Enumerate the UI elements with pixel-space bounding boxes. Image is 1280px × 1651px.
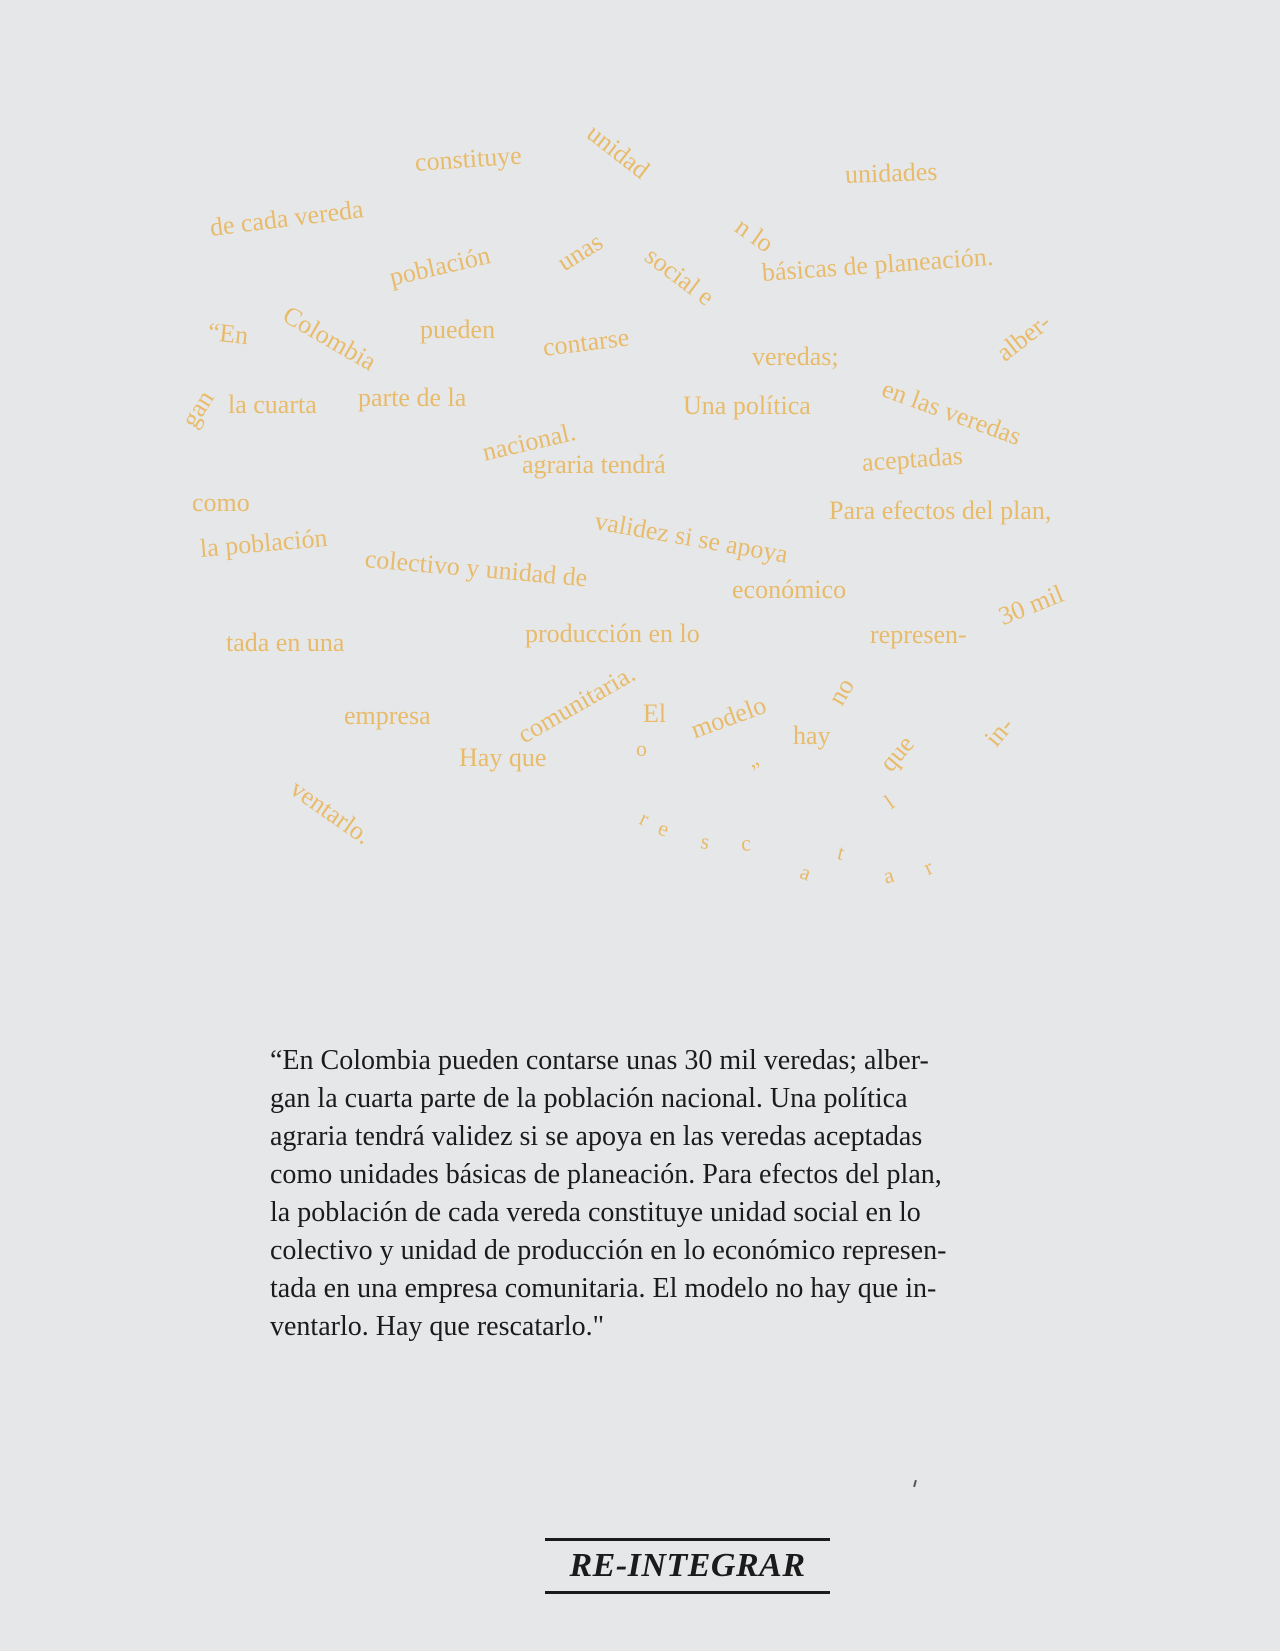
quote-line: tada en una empresa comunitaria. El modelo no hay que in-	[270, 1273, 937, 1304]
stray-mark	[913, 1480, 917, 1487]
scatter-word: contarse	[541, 322, 631, 362]
scatter-word: unidades	[844, 156, 938, 189]
scatter-word: Hay que	[459, 743, 547, 772]
scatter-word: como	[192, 488, 250, 517]
scatter-word: a	[796, 858, 815, 886]
scatter-word: represen-	[870, 620, 967, 649]
scatter-word: que	[873, 729, 920, 777]
scatter-word: la cuarta	[228, 390, 317, 419]
scatter-word: Una política	[683, 391, 811, 420]
scatter-word: básicas de planeación.	[760, 241, 995, 287]
scatter-word: modelo	[686, 690, 771, 745]
quote-line: “En Colombia pueden contarse unas 30 mil veredas; alber-	[270, 1045, 929, 1076]
quote-line: la población de cada vereda constituye unidad social en lo	[270, 1197, 921, 1228]
scatter-word: Para efectos del plan,	[829, 496, 1052, 525]
scatter-word: de cada vereda	[208, 194, 366, 242]
scatter-word: l	[879, 789, 899, 814]
scatter-word: tada en una	[226, 628, 345, 657]
scatter-word: unidad	[581, 118, 655, 185]
scatter-word: aceptadas	[860, 440, 964, 477]
scatter-word: la población	[198, 522, 329, 563]
scatter-word: El	[643, 699, 667, 728]
scatter-word: ventarlo.	[284, 773, 377, 851]
quote-line: agraria tendrá validez si se apoya en las veredas aceptadas	[270, 1121, 923, 1152]
scatter-word: in-	[978, 711, 1020, 752]
scatter-word: alber-	[990, 307, 1056, 368]
scatter-word: constituye	[413, 140, 523, 177]
quote-line: como unidades básicas de planeación. Para efectos del plan,	[270, 1159, 942, 1190]
scatter-word: empresa	[344, 701, 431, 730]
scatter-word: e	[654, 814, 673, 842]
scatter-word: comunitaria.	[512, 658, 641, 750]
scatter-word: población	[386, 240, 494, 292]
scatter-word: nacional.	[479, 417, 579, 467]
scatter-word: unas	[552, 227, 608, 277]
scatter-word: ”	[747, 756, 769, 784]
scatter-word: Colombia	[278, 300, 382, 377]
footer-banner	[545, 1538, 830, 1594]
scatter-word: gan	[175, 385, 220, 433]
scatter-word: hay	[793, 721, 831, 750]
scatter-word: r	[635, 805, 654, 831]
quote-line: ventarlo. Hay que rescatarlo."	[270, 1311, 605, 1342]
scatter-word: en las veredas	[878, 373, 1026, 452]
scatter-word: t	[834, 839, 848, 866]
scatter-word: económico	[732, 575, 847, 604]
scatter-word: parte de la	[358, 383, 467, 412]
scatter-word: social e	[639, 241, 720, 312]
scatter-word: c	[739, 830, 752, 856]
scatter-word: “En	[206, 317, 250, 351]
scatter-word: a	[880, 861, 897, 889]
scatter-word: agraria tendrá	[522, 450, 666, 479]
scatter-word: pueden	[420, 315, 496, 344]
footer-label: RE-INTEGRAR	[569, 1547, 806, 1584]
scatter-word: s	[698, 828, 712, 855]
scatter-word: colectivo y unidad de	[363, 544, 589, 593]
scatter-word: validez si se apoya	[592, 506, 791, 569]
scatter-word: 30 mil	[994, 578, 1068, 631]
quote-paragraph	[270, 1042, 1030, 1346]
quote-line: gan la cuarta parte de la población nacional. Una política	[270, 1083, 908, 1114]
scatter-word: producción en lo	[525, 619, 700, 648]
scatter-word: no	[822, 672, 861, 710]
quote-line: colectivo y unidad de producción en lo económico represen-	[270, 1235, 947, 1266]
scatter-word: r	[919, 854, 937, 880]
scatter-word: n lo	[729, 211, 780, 259]
scatter-word: o	[636, 736, 647, 761]
scatter-word: veredas;	[752, 342, 839, 371]
